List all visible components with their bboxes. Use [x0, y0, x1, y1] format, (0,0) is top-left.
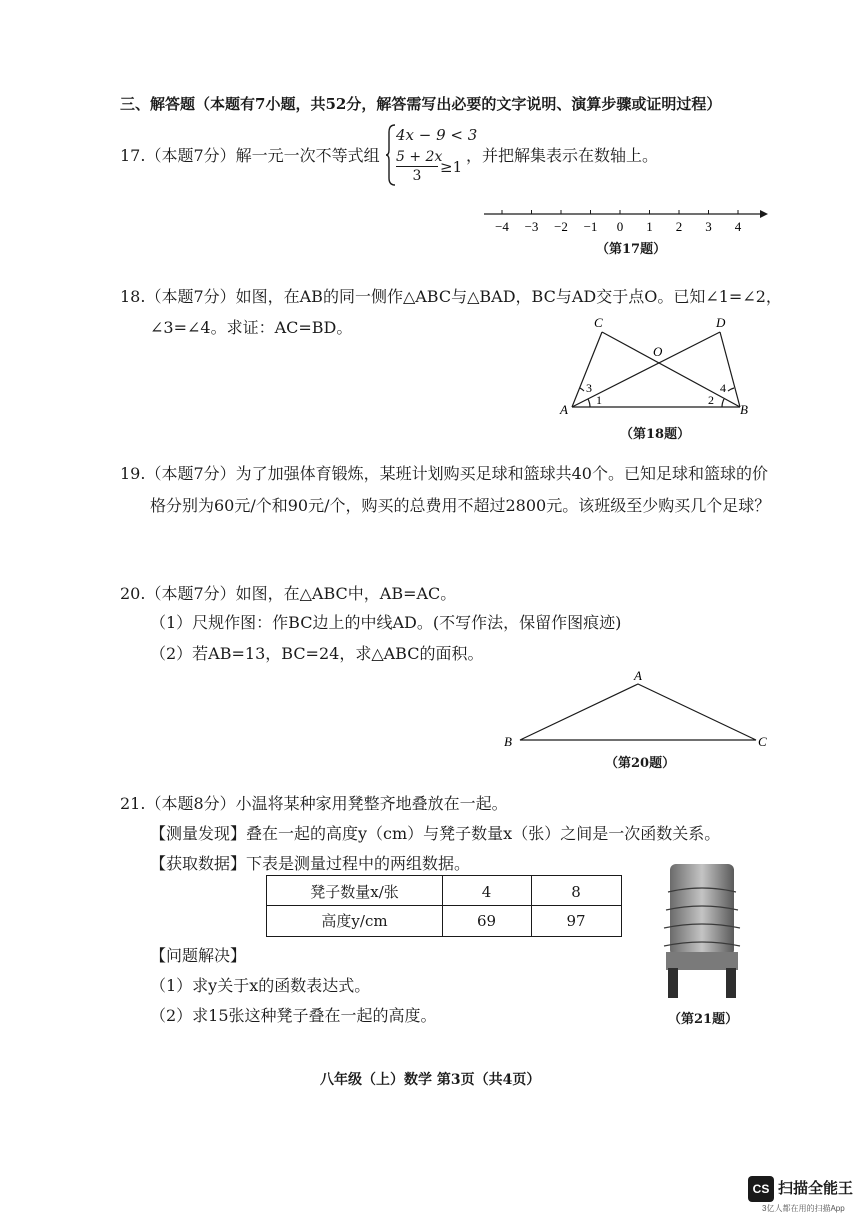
q17-caption: （第17题）: [596, 242, 667, 257]
label-b: B: [740, 402, 748, 417]
section-title: 三、解答题（本题有7小题，共52分，解答需写出必要的文字说明、演算步骤或证明过程）: [120, 95, 722, 113]
tick-label: 2: [675, 219, 683, 234]
q20-part-2: （2）若AB=13，BC=24，求△ABC的面积。: [150, 644, 484, 663]
q21-part-1: （1）求y关于x的函数表达式。: [150, 976, 371, 995]
label-c: C: [594, 315, 603, 330]
q17-number-line: [480, 204, 770, 236]
tick-label: 1: [646, 219, 653, 234]
table-cell: 4: [481, 883, 492, 901]
q17-inequality-1: 4x − 9 < 3: [396, 126, 478, 144]
tick-label: −1: [583, 219, 598, 234]
q18-line-1: 18.（本题7分）如图，在AB的同一侧作△ABC与△BAD，BC与AD交于点O。已知∠1=∠2，: [120, 287, 782, 306]
q21-part-2: （2）求15张这种凳子叠在一起的高度。: [150, 1006, 437, 1025]
q17-fraction-numerator: 5 + 2x: [396, 149, 443, 165]
label-b: B: [504, 734, 512, 749]
label-c: C: [758, 734, 767, 749]
arrow-icon: [760, 210, 768, 218]
tick-label: 3: [705, 219, 712, 234]
table-cell: 8: [571, 883, 581, 901]
q21-problem-heading: 【问题解决】: [150, 946, 247, 965]
label-angle-4: 4: [720, 381, 726, 395]
tick-label: 0: [616, 219, 624, 234]
camscanner-logo-icon: CS: [748, 1176, 774, 1202]
q21-caption: （第21题）: [668, 1012, 739, 1027]
table-header-count: 凳子数量x/张: [310, 883, 399, 901]
label-angle-3: 3: [586, 381, 592, 395]
label-o: O: [653, 344, 663, 359]
q21-data-table: [266, 875, 622, 937]
q20-line-1: 20.（本题7分）如图，在△ABC中，AB=AC。: [120, 584, 457, 603]
label-angle-2: 2: [708, 393, 714, 407]
q17-fraction-relation: ≥1: [440, 158, 463, 176]
q20-triangle: [500, 666, 780, 752]
q20-part-1: （1）尺规作图：作BC边上的中线AD。(不写作法，保留作图痕迹): [150, 613, 622, 632]
table-cell: 69: [476, 912, 497, 930]
watermark-name: 扫描全能王: [778, 1180, 854, 1197]
table-header-height: 高度y/cm: [321, 912, 388, 930]
label-d: D: [716, 315, 726, 330]
q19-line-1: 19.（本题7分）为了加强体育锻炼，某班计划购买足球和篮球共40个。已知足球和篮球的价: [120, 464, 768, 483]
q17-lead: 17.（本题7分）解一元一次不等式组: [120, 146, 380, 165]
q21-line-2: 【测量发现】叠在一起的高度y（cm）与凳子数量x（张）之间是一次函数关系。: [150, 824, 721, 843]
q18-caption: （第18题）: [620, 427, 691, 442]
page-footer: 八年级（上）数学 第3页（共4页）: [320, 1072, 541, 1088]
tick-label: −2: [554, 219, 568, 234]
q17-brace: [386, 124, 396, 186]
tick-label: −3: [524, 219, 539, 234]
table-cell: 97: [566, 912, 586, 930]
label-a: A: [560, 402, 568, 417]
tick-label: −4: [495, 219, 509, 234]
q20-caption: （第20题）: [605, 756, 676, 771]
q18-figure: [556, 312, 766, 422]
watermark-subtitle: 3亿人都在用的扫描App: [762, 1204, 845, 1213]
q21-line-3: 【获取数据】下表是测量过程中的两组数据。: [150, 854, 471, 873]
q19-line-2: 格分别为60元/个和90元/个，购买的总费用不超过2800元。该班级至少购买几个足球？: [150, 496, 771, 515]
tick-label: 4: [734, 219, 742, 234]
q18-line-2: ∠3=∠4。求证：AC=BD。: [150, 318, 353, 337]
label-angle-1: 1: [596, 393, 602, 407]
label-a: A: [634, 668, 642, 683]
q21-line-1: 21.（本题8分）小温将某种家用凳整齐地叠放在一起。: [120, 794, 508, 813]
q17-tail: ，并把解集表示在数轴上。: [466, 146, 659, 165]
q17-fraction-denominator: 3: [412, 168, 422, 184]
stacked-stools-photo: [656, 862, 748, 1002]
